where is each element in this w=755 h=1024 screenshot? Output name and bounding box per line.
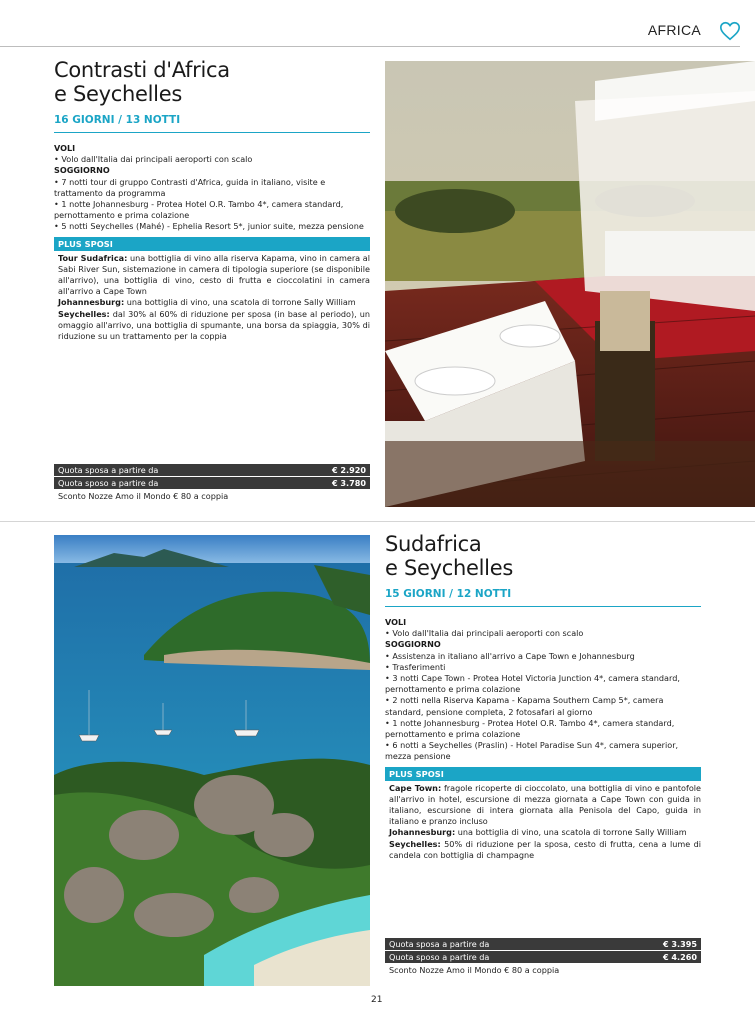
- trip2-price-sposo: Quota sposo a partire da € 4.260: [385, 951, 701, 964]
- trip2-plus-sposi-bar: PLUS SPOSI: [385, 767, 701, 781]
- section-divider: [0, 521, 755, 522]
- section-label: AFRICA: [647, 22, 701, 38]
- trip1-price-box: [54, 464, 370, 503]
- trip2-rule: [385, 606, 701, 607]
- seychelles-bay-photo: [54, 535, 370, 986]
- trip1-price-sposa: Quota sposa a partire da € 2.920: [54, 464, 370, 477]
- trip1-details: VOLI • Volo dall'Italia dai principali aeroporti con scalo SOGGIORNO • 7 notti tour di gruppo Contrasti d'Africa, guida in italiano, visite e trattamento da programma • 1 notte Johannesburg - Protea Hotel O.R. Tambo 4*, camera standard, pernottamento e prima colazione • 5 notti Seychelles (Mahé) - Ephelia Resort 5*, junior suite, mezza pensione: [54, 143, 364, 232]
- header-divider: [0, 46, 740, 47]
- trip1-duration: 16 GIORNI / 13 NOTTI: [54, 114, 181, 126]
- trip2-price-sposa: Quota sposa a partire da € 3.395: [385, 938, 701, 951]
- trip1-plus-details: Tour Sudafrica: una bottiglia di vino alla riserva Kapama, vino in camera al Sabi River Sun, sistemazione in camera di tipologia superiore (se disponibile all'arrivo), una bottiglia di vino, cesto di frutta e cioccolatini in camera all'arrivo a Cape Town Johannesburg: una bottiglia di vino, una scatola di torrone Sally William Seychelles: dal 30% al 60% di riduzione per sposa (in base al periodo), un omaggio all'arrivo, una bottiglia di spumante, una borsa da spiaggia, 30% di riduzione su un trattamento per la coppia: [58, 252, 370, 342]
- trip2-details: VOLI • Volo dall'Italia dai principali aeroporti con scalo SOGGIORNO • Assistenza in italiano all'arrivo a Cape Town e Johannesburg • Trasferimenti • 3 notti Cape Town - Protea Hotel Victoria Junction 4*, camera standard, pernottamento e prima colazione • 2 notti nella Riserva Kapama - Kapama Southern Camp 5*, camera standard, pensione completa, 2 fotosafari al giorno • 1 notte Johannesburg - Protea Hotel O.R. Tambo 4*, camera standard, pernottamento e prima colazione • 6 notti a Seychelles (Praslin) - Hotel Paradise Sun 4*, camera superior, mezza pensione: [385, 617, 680, 762]
- trip1-section: [54, 58, 370, 342]
- trip2-section: [385, 532, 701, 861]
- heart-logo-icon: [719, 20, 741, 42]
- trip1-sconto: Sconto Nozze Amo il Mondo € 80 a coppia: [58, 491, 229, 501]
- trip2-duration: 15 GIORNI / 12 NOTTI: [385, 588, 512, 600]
- trip1-title: Contrasti d'Africa e Seychelles: [54, 58, 230, 106]
- trip2-title: Sudafrica e Seychelles: [385, 532, 513, 580]
- safari-deck-photo: [385, 61, 755, 507]
- trip2-sconto: Sconto Nozze Amo il Mondo € 80 a coppia: [389, 965, 560, 975]
- trip2-price-box: [385, 938, 701, 977]
- page-number: 21: [371, 995, 383, 1005]
- trip1-price-sposo: Quota sposo a partire da € 3.780: [54, 477, 370, 490]
- trip2-plus-details: Cape Town: fragole ricoperte di cioccolato, una bottiglia di vino e pantofole all'arrivo in hotel, escursione di mezza giornata a Cape Town con guida in italiano, escursione di intera giornata alla Penisola del Capo, guida in italiano e pranzo incluso Johannesburg: una bottiglia di vino, una scatola di torrone Sally William Seychelles: 50% di riduzione per la sposa, cesto di frutta, cena a lume di candela con bottiglia di champagne: [389, 782, 702, 860]
- trip1-rule: [54, 132, 370, 133]
- trip1-plus-sposi-bar: PLUS SPOSI: [54, 237, 370, 251]
